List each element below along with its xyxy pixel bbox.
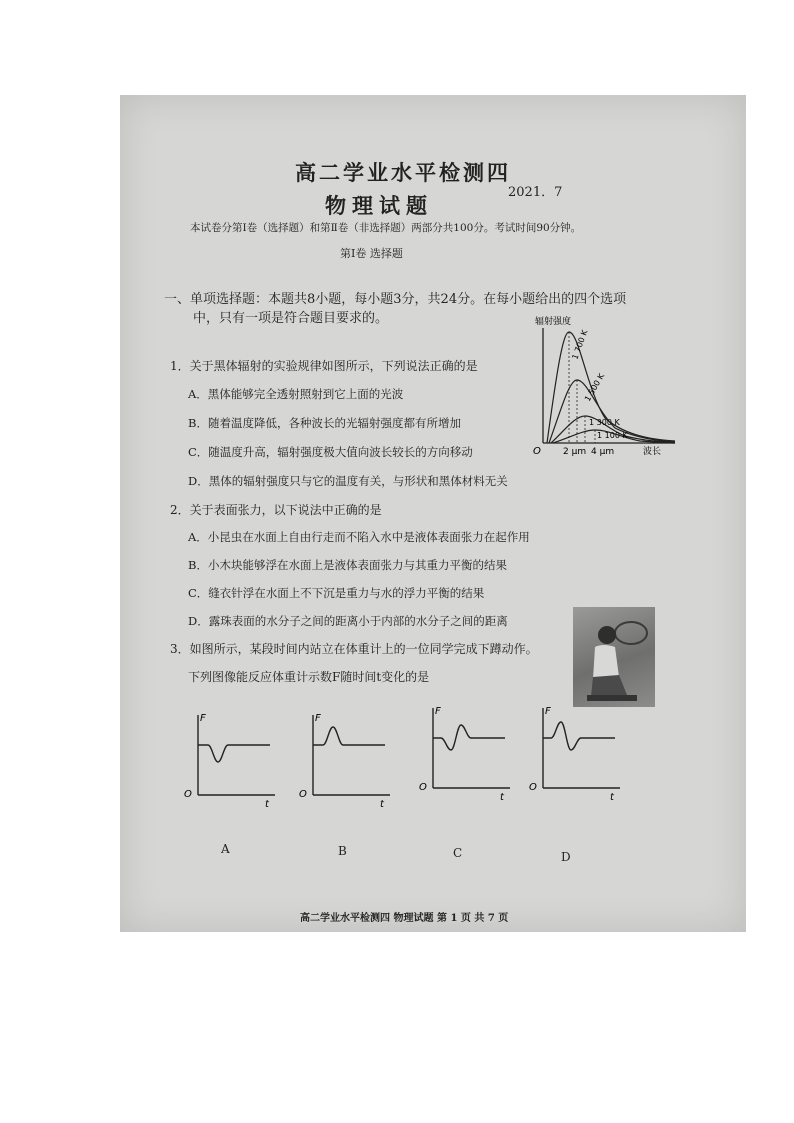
student-squat-photo [573,607,655,707]
graph-c-label: C [453,846,463,860]
exam-date: 2021．7 [508,185,563,200]
squatting-student-icon [573,607,655,707]
graph-b-f-axis: F [315,713,321,724]
subject-title: 物理试题 [325,193,433,218]
chart-xlabel: 波长 [643,447,662,457]
q2-option-c: C．缝衣针浮在水面上不下沉是重力与水的浮力平衡的结果 [188,586,485,600]
q1-option-a: A．黑体能够完全透射照射到它上面的光波 [188,387,404,401]
q2-option-d: D．露珠表面的水分子之间的距离小于内部的水分子之间的距离 [188,614,508,628]
graph-a-t-axis: t [265,799,269,810]
graph-d-origin: O [529,782,537,793]
page-footer: 高二学业水平检测四 物理试题 第 1 页 共 7 页 [300,913,509,924]
graph-a-origin: O [184,789,192,800]
graph-d-f-axis: F [545,706,551,717]
graph-b-label: B [338,844,347,858]
q1-option-c: C．随温度升高，辐射强度极大值向波长较长的方向移动 [188,445,473,459]
q2-option-a: A．小昆虫在水面上自由行走而不陷入水中是液体表面张力在起作用 [188,530,530,544]
chart-xtick-2um: 2 μm [563,447,587,457]
exam-title: 高二学业水平检测四 [295,160,511,185]
q1-option-b: B．随着温度降低，各种波长的光辐射强度都有所增加 [188,416,461,430]
graph-c-t-axis: t [500,792,504,803]
graph-d-t-axis: t [610,792,614,803]
graph-b-t-axis: t [380,799,384,810]
graph-d [515,700,625,805]
section-heading-cont: 中，只有一项是符合题目要求的。 [193,311,389,326]
photographed-exam-page [120,95,746,932]
label-1300k: 1 300 K [589,418,620,427]
chart-xtick-4um: 4 μm [591,447,615,457]
graph-a [170,707,280,812]
label-1700k: 1 700 K [570,328,590,361]
label-1100k: 1 100 K [597,431,628,440]
section-heading: 一、单项选择题：本题共8小题，每小题3分，共24分。在每小题给出的四个选项 [164,292,627,307]
graph-d-curve [543,722,615,750]
chart-ylabel: 辐射强度 [535,317,572,327]
exam-note: 本试卷分第Ⅰ卷（选择题）和第Ⅱ卷（非选择题）两部分共100分。考试时间90分钟。 [190,222,582,234]
graph-c [405,700,515,805]
question-3-stem: 3．如图所示，某段时间内站立在体重计上的一位同学完成下蹲动作。 [170,642,538,656]
graph-a-f-axis: F [200,713,206,724]
graph-d-label: D [561,850,571,864]
question-1-stem: 1．关于黑体辐射的实验规律如图所示，下列说法正确的是 [170,359,478,373]
graph-c-f-axis: F [435,706,441,717]
label-1500k: 1 500 K [582,371,607,403]
question-3-stem-cont: 下列图像能反应体重计示数F随时间t变化的是 [188,670,430,684]
graph-c-curve [433,725,505,750]
graph-a-curve [198,745,270,762]
q2-option-b: B．小木块能够浮在水面上是液体表面张力与其重力平衡的结果 [188,558,507,572]
graph-b-curve [313,727,385,745]
blackbody-radiation-chart [525,310,720,460]
graph-b-origin: O [299,789,307,800]
chart-origin: O [533,446,541,457]
part-heading: 第Ⅰ卷 选择题 [340,247,403,260]
question-2-stem: 2．关于表面张力，以下说法中正确的是 [170,503,382,517]
graph-c-origin: O [419,782,427,793]
graph-a-label: A [221,842,230,856]
q1-option-d: D．黑体的辐射强度只与它的温度有关，与形状和黑体材料无关 [188,474,508,488]
graph-b [285,707,395,812]
